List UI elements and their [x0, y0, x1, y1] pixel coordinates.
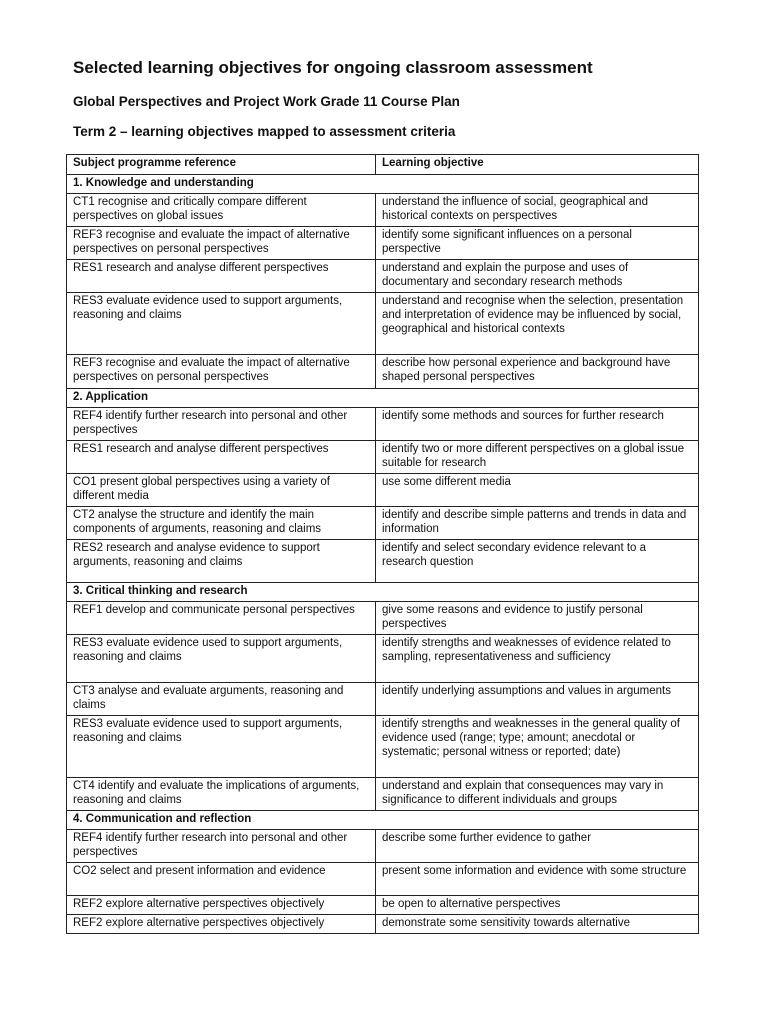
learning-objective-cell: demonstrate some sensitivity towards alternative [376, 915, 699, 934]
subject-reference-cell: REF4 identify further research into personal and other perspectives [67, 408, 376, 441]
header-subject-reference: Subject programme reference [67, 155, 376, 175]
subject-reference-cell: REF3 recognise and evaluate the impact of alternative perspectives on personal perspectives [67, 355, 376, 389]
section-heading: 4. Communication and reflection [67, 811, 699, 830]
table-row [67, 260, 699, 293]
section-heading-row [67, 175, 699, 194]
subject-reference-cell: REF4 identify further research into personal and other perspectives [67, 830, 376, 863]
table-row [67, 778, 699, 811]
subject-reference-cell: RES2 research and analyse evidence to support arguments, reasoning and claims [67, 540, 376, 583]
table-header-row [67, 155, 699, 175]
subject-reference-cell: RES3 evaluate evidence used to support arguments, reasoning and claims [67, 635, 376, 683]
table-row [67, 227, 699, 260]
subject-reference-cell: CT2 analyse the structure and identify the main components of arguments, reasoning and claims [67, 507, 376, 540]
subject-reference-cell: REF2 explore alternative perspectives objectively [67, 915, 376, 934]
subject-reference-cell: CT3 analyse and evaluate arguments, reasoning and claims [67, 683, 376, 716]
learning-objective-cell: identify some methods and sources for further research [376, 408, 699, 441]
learning-objective-cell: identify and select secondary evidence relevant to a research question [376, 540, 699, 583]
subject-reference-cell: CO1 present global perspectives using a variety of different media [67, 474, 376, 507]
learning-objective-cell: understand and explain that consequences may vary in significance to different individuals and groups [376, 778, 699, 811]
table-row [67, 915, 699, 934]
subject-reference-cell: REF3 recognise and evaluate the impact of alternative perspectives on personal perspectives [67, 227, 376, 260]
section-heading: 3. Critical thinking and research [67, 583, 699, 602]
subject-reference-cell: CO2 select and present information and evidence [67, 863, 376, 896]
subject-reference-cell: RES3 evaluate evidence used to support arguments, reasoning and claims [67, 293, 376, 355]
subject-reference-cell: CT1 recognise and critically compare different perspectives on global issues [67, 194, 376, 227]
term-heading: Term 2 – learning objectives mapped to assessment criteria [73, 124, 456, 139]
learning-objective-cell: understand and explain the purpose and uses of documentary and secondary research methods [376, 260, 699, 293]
table-row [67, 863, 699, 896]
learning-objective-cell: describe how personal experience and background have shaped personal perspectives [376, 355, 699, 389]
objectives-table [66, 154, 699, 934]
header-learning-objective: Learning objective [376, 155, 699, 175]
learning-objective-cell: identify underlying assumptions and values in arguments [376, 683, 699, 716]
learning-objective-cell: present some information and evidence with some structure [376, 863, 699, 896]
subject-reference-cell: RES1 research and analyse different perspectives [67, 260, 376, 293]
section-heading: 2. Application [67, 389, 699, 408]
learning-objective-cell: give some reasons and evidence to justify personal perspectives [376, 602, 699, 635]
table-row [67, 293, 699, 355]
table-row [67, 602, 699, 635]
table-row [67, 355, 699, 389]
table-row [67, 441, 699, 474]
learning-objective-cell: use some different media [376, 474, 699, 507]
subject-reference-cell: CT4 identify and evaluate the implications of arguments, reasoning and claims [67, 778, 376, 811]
learning-objective-cell: identify and describe simple patterns and trends in data and information [376, 507, 699, 540]
course-plan-subtitle: Global Perspectives and Project Work Grade 11 Course Plan [73, 94, 460, 109]
table-row [67, 830, 699, 863]
section-heading-row [67, 389, 699, 408]
table-row [67, 507, 699, 540]
section-heading-row [67, 583, 699, 602]
table-row [67, 408, 699, 441]
table-row [67, 474, 699, 507]
table-row [67, 683, 699, 716]
table-row [67, 540, 699, 583]
subject-reference-cell: RES3 evaluate evidence used to support arguments, reasoning and claims [67, 716, 376, 778]
learning-objective-cell: be open to alternative perspectives [376, 896, 699, 915]
learning-objective-cell: understand and recognise when the selection, presentation and interpretation of evidence may be influenced by social, geographical and historical contexts [376, 293, 699, 355]
subject-reference-cell: RES1 research and analyse different perspectives [67, 441, 376, 474]
table-row [67, 896, 699, 915]
learning-objective-cell: identify two or more different perspectives on a global issue suitable for research [376, 441, 699, 474]
table-row [67, 194, 699, 227]
learning-objective-cell: describe some further evidence to gather [376, 830, 699, 863]
learning-objective-cell: understand the influence of social, geographical and historical contexts on perspectives [376, 194, 699, 227]
subject-reference-cell: REF2 explore alternative perspectives objectively [67, 896, 376, 915]
learning-objective-cell: identify some significant influences on a personal perspective [376, 227, 699, 260]
document-title: Selected learning objectives for ongoing classroom assessment [73, 58, 593, 77]
learning-objective-cell: identify strengths and weaknesses of evidence related to sampling, representativeness and sufficiency [376, 635, 699, 683]
section-heading-row [67, 811, 699, 830]
objectives-table-body [67, 155, 699, 934]
table-row [67, 716, 699, 778]
subject-reference-cell: REF1 develop and communicate personal perspectives [67, 602, 376, 635]
learning-objective-cell: identify strengths and weaknesses in the general quality of evidence used (range; type; amount; anecdotal or systematic; personal witness or reported; date) [376, 716, 699, 778]
table-row [67, 635, 699, 683]
section-heading: 1. Knowledge and understanding [67, 175, 699, 194]
